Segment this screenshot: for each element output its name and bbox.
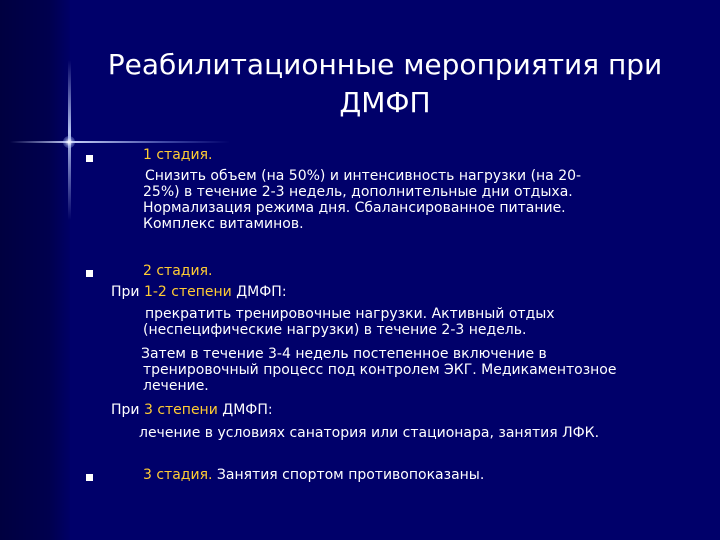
grade12-suffix: ДМФП: xyxy=(231,284,287,300)
stage-2-line: тренировочный процесс под контролем ЭКГ. Медикаментозное xyxy=(143,362,617,378)
stage-3-text: Занятия спортом противопоказаны. xyxy=(212,467,485,483)
title-line-2: ДМФП xyxy=(339,86,431,119)
stage-2-line: прекратить тренировочные нагрузки. Активный отдых xyxy=(145,306,555,322)
grade12-prefix: При xyxy=(111,284,144,300)
light-flare-core xyxy=(63,136,75,148)
grade3-prefix: При xyxy=(111,402,144,418)
stage-3-line xyxy=(143,468,484,484)
grade3-suffix: ДМФП: xyxy=(217,402,273,418)
stage-2-line: (неспецифические нагрузки) в течение 2-3 недель. xyxy=(143,322,527,338)
grade3-highlight: 3 степени xyxy=(143,402,218,418)
stage-1-line: Снизить объем (на 50%) и интенсивность нагрузки (на 20- xyxy=(145,168,582,184)
stage-1-line: Нормализация режима дня. Сбалансированное питание. xyxy=(143,200,566,216)
stage-2-line: Затем в течение 3-4 недель постепенное включение в xyxy=(141,346,547,362)
stage-2-line: лечение. xyxy=(143,378,209,394)
bullet-square-icon xyxy=(86,474,93,481)
title-line-1: Реабилитационные мероприятия при xyxy=(107,48,663,81)
stage-1-line: 25%) в течение 2-3 недель, дополнительные дни отдыха. xyxy=(143,184,573,200)
light-flare-horizontal xyxy=(10,141,230,143)
stage-2-label: 2 стадия. xyxy=(143,263,213,279)
grade12-highlight: 1-2 степени xyxy=(143,284,232,300)
stage-1-label: 1 стадия. xyxy=(143,147,213,163)
stage-2-line: лечение в условиях санатория или стационара, занятия ЛФК. xyxy=(139,425,600,441)
bullet-square-icon xyxy=(86,270,93,277)
stage-1-line: Комплекс витаминов. xyxy=(143,216,304,232)
bullet-square-icon xyxy=(86,155,93,162)
left-decor-band xyxy=(0,0,70,540)
stage-2-grade3-heading xyxy=(111,403,273,419)
stage-2-grade12-heading xyxy=(111,285,287,301)
stage-3-label: 3 стадия. xyxy=(143,467,213,483)
slide-title xyxy=(80,46,690,122)
